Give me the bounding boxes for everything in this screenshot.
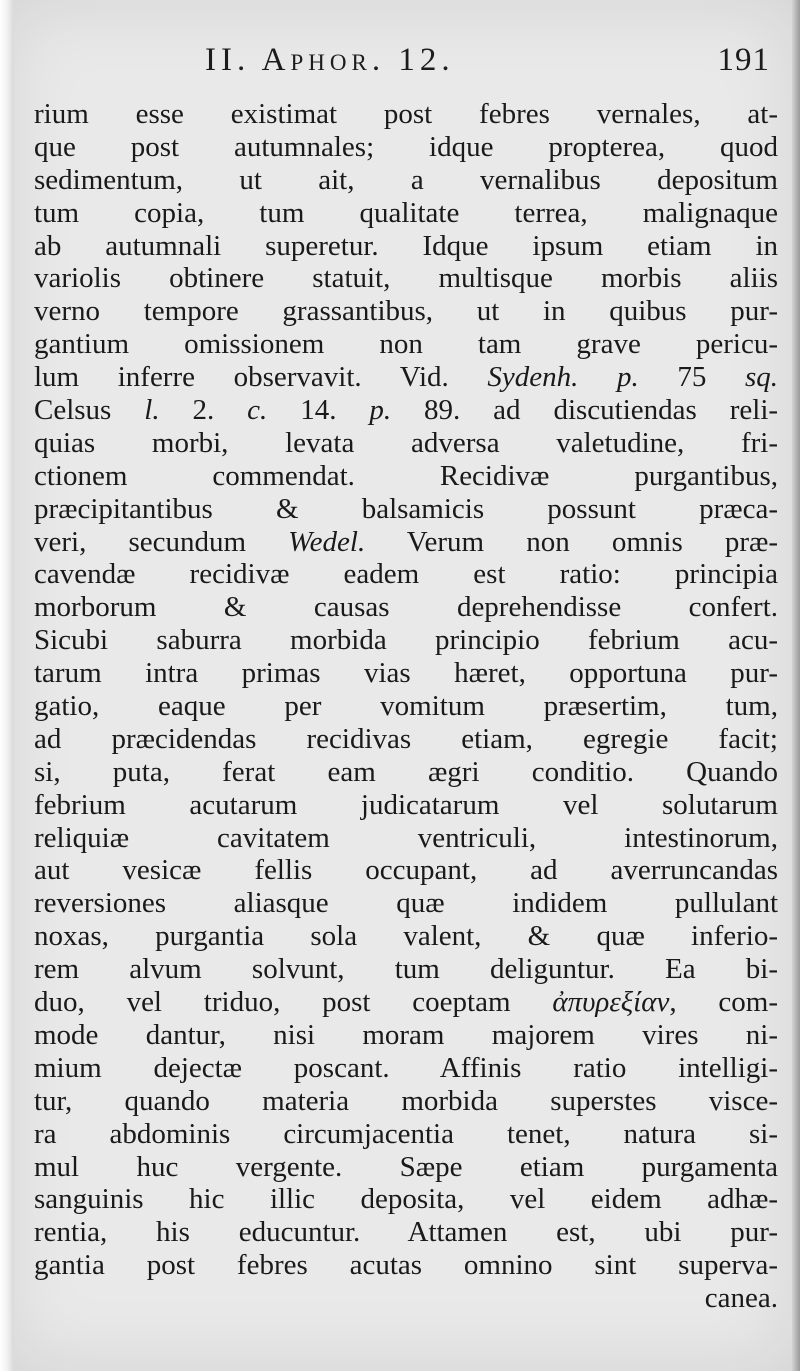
text-segment: verno tempore grassantibus, ut in quibus pur- bbox=[34, 295, 778, 328]
text-segment: gantia post febres acutas omnino sint superva- bbox=[34, 1249, 778, 1282]
text-segment: febrium acutarum judicatarum vel solutarum bbox=[34, 788, 778, 821]
text-segment: cavendæ recidivæ eadem est ratio: principia bbox=[34, 558, 778, 591]
text-segment: 89. ad discutiendas reli- bbox=[391, 394, 778, 427]
text-line bbox=[34, 624, 778, 657]
text-line bbox=[34, 854, 778, 887]
text-segment: lum inferre observavit. Vid. bbox=[34, 361, 488, 394]
text-segment: reversiones aliasque quæ indidem pullulant bbox=[34, 887, 778, 920]
text-segment: rentia, his educuntur. Attamen est, ubi pur- bbox=[34, 1216, 778, 1249]
page-right-edge bbox=[792, 0, 800, 1371]
italic-segment: l. bbox=[144, 394, 160, 427]
text-segment: sanguinis hic illic deposita, vel eidem adhæ- bbox=[34, 1183, 778, 1216]
text-segment: gatio, eaque per vomitum præsertim, tum, bbox=[34, 690, 778, 723]
text-segment: veri, secundum bbox=[34, 525, 289, 558]
text-line bbox=[34, 493, 778, 526]
text-segment: que post autumnales; idque propterea, quod bbox=[34, 130, 778, 163]
text-line bbox=[34, 657, 778, 690]
text-segment: mium dejectæ poscant. Affinis ratio intelligi- bbox=[34, 1051, 778, 1084]
text-segment: morborum & causas deprehendisse confert. bbox=[34, 591, 778, 624]
text-line bbox=[34, 789, 778, 822]
text-segment: noxas, purgantia sola valent, & quæ inferio- bbox=[34, 920, 778, 953]
text-line bbox=[34, 1151, 778, 1184]
text-line bbox=[34, 953, 778, 986]
text-segment: sedimentum, ut ait, a vernalibus depositum bbox=[34, 163, 778, 196]
text-segment: reliquiæ cavitatem ventriculi, intestinorum, bbox=[34, 821, 778, 854]
text-segment: ctionem commendat. Recidivæ purgantibus, bbox=[34, 459, 778, 492]
text-segment: præcipitantibus & balsamicis possunt præca- bbox=[34, 492, 778, 525]
text-segment: gantium omissionem non tam grave pericu- bbox=[34, 328, 778, 361]
text-line bbox=[34, 164, 778, 197]
text-line bbox=[34, 920, 778, 953]
text-segment: quias morbi, levata adversa valetudine, fri- bbox=[34, 426, 778, 459]
text-segment: ad præcidendas recidivas etiam, egregie facit; bbox=[34, 722, 778, 755]
text-line bbox=[34, 1052, 778, 1085]
text-segment: Celsus bbox=[34, 394, 145, 427]
text-line bbox=[34, 1085, 778, 1118]
text-segment: 14. bbox=[267, 394, 370, 427]
text-line bbox=[34, 986, 778, 1019]
text-segment: rium esse existimat post febres vernales, at- bbox=[34, 98, 778, 130]
running-title: II. Aphor. 12. bbox=[205, 42, 455, 78]
italic-segment: c. bbox=[247, 394, 268, 427]
text-line bbox=[34, 558, 778, 591]
page-left-edge bbox=[0, 0, 14, 1371]
text-line bbox=[34, 1216, 778, 1249]
text-segment: ra abdominis circumjacentia tenet, natura si- bbox=[34, 1117, 778, 1150]
text-segment: mul huc vergente. Sæpe etiam purgamenta bbox=[34, 1150, 778, 1183]
text-line bbox=[34, 526, 778, 559]
text-segment: Sicubi saburra morbida principio febrium acu- bbox=[34, 624, 778, 657]
text-segment: 2. bbox=[159, 394, 248, 427]
text-line bbox=[34, 262, 778, 295]
text-line bbox=[34, 1183, 778, 1216]
text-line bbox=[34, 690, 778, 723]
text-line bbox=[34, 98, 778, 131]
italic-segment: p. bbox=[369, 394, 392, 427]
italic-segment: Wedel. bbox=[288, 525, 366, 558]
text-line bbox=[34, 756, 778, 789]
text-line bbox=[34, 887, 778, 920]
text-segment: tum copia, tum qualitate terrea, malignaque bbox=[34, 196, 778, 229]
text-segment: si, puta, ferat eam ægri conditio. Quando bbox=[34, 755, 778, 788]
text-segment: ab autumnali superetur. Idque ipsum etiam in bbox=[34, 229, 778, 262]
italic-segment: Sydenh. p. bbox=[487, 361, 639, 394]
text-line bbox=[34, 1282, 778, 1315]
text-line bbox=[34, 295, 778, 328]
running-head bbox=[205, 42, 770, 90]
text-segment: tur, quando materia morbida superstes visce- bbox=[34, 1084, 778, 1117]
text-segment: , com- bbox=[669, 986, 778, 1019]
text-line bbox=[34, 460, 778, 493]
italic-segment: ἀπυρεξίαν bbox=[552, 986, 670, 1019]
text-line bbox=[34, 822, 778, 855]
text-line bbox=[34, 131, 778, 164]
text-line bbox=[34, 197, 778, 230]
text-line bbox=[34, 1019, 778, 1052]
body-text bbox=[34, 98, 778, 1315]
text-segment: rem alvum solvunt, tum deliguntur. Ea bi- bbox=[34, 953, 778, 986]
text-segment: tarum intra primas vias hæret, opportuna pur- bbox=[34, 657, 778, 690]
page-number: 191 bbox=[717, 42, 770, 78]
text-segment: duo, vel triduo, post coeptam bbox=[34, 986, 553, 1019]
text-segment: canea. bbox=[704, 1282, 778, 1315]
text-line bbox=[34, 394, 778, 427]
text-segment: Verum non omnis præ- bbox=[365, 525, 778, 558]
text-line bbox=[34, 1118, 778, 1151]
text-line bbox=[34, 328, 778, 361]
italic-segment: sq. bbox=[744, 361, 778, 394]
text-line bbox=[34, 361, 778, 394]
text-segment: 75 bbox=[638, 361, 745, 394]
text-segment: mode dantur, nisi moram majorem vires ni- bbox=[34, 1018, 778, 1051]
text-line bbox=[34, 230, 778, 263]
text-line bbox=[34, 591, 778, 624]
text-line bbox=[34, 723, 778, 756]
text-line bbox=[34, 427, 778, 460]
text-segment: variolis obtinere statuit, multisque morbis aliis bbox=[34, 262, 778, 295]
text-segment: aut vesicæ fellis occupant, ad averruncandas bbox=[34, 854, 778, 887]
text-line bbox=[34, 1249, 778, 1282]
